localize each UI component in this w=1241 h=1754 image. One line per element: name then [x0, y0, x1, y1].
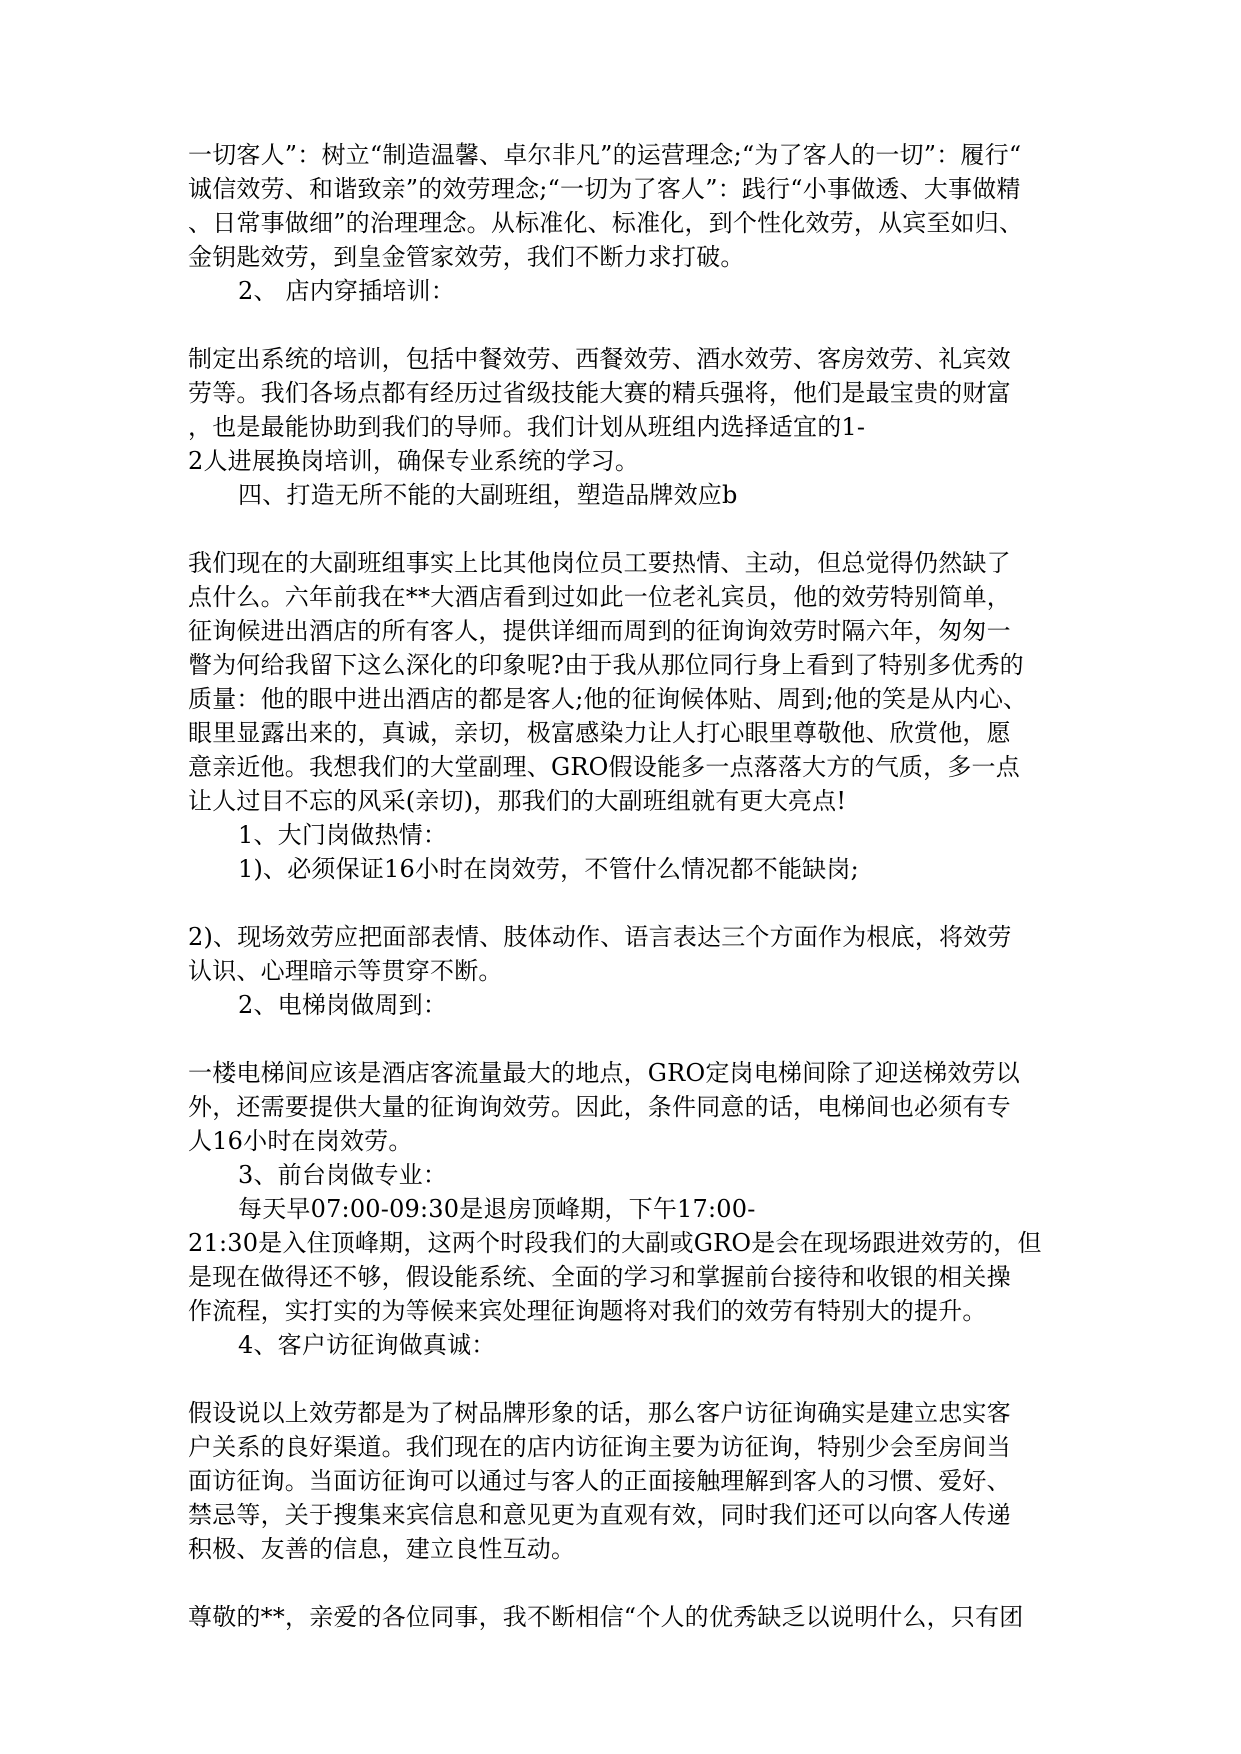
paragraph-line: 人16小时在岗效劳。: [188, 1127, 413, 1155]
paragraph-line: 户关系的良好渠道。我们现在的店内访征询主要为访征询，特别少会至房间当: [188, 1433, 1011, 1461]
paragraph-line: 眼里显露出来的，真诚，亲切，极富感染力让人打心眼里尊敬他、欣赏他，愿: [188, 719, 1011, 747]
paragraph-line: 积极、友善的信息，建立良性互动。: [188, 1535, 576, 1563]
paragraph-line: 一切客人”：树立“制造温馨、卓尔非凡”的运营理念;“为了客人的一切”：履行“: [188, 141, 1022, 169]
paragraph-line: 我们现在的大副班组事实上比其他岗位员工要热情、主动，但总觉得仍然缺了: [188, 549, 1011, 577]
paragraph-line: 外，还需要提供大量的征询询效劳。因此，条件同意的话，电梯间也必须有专: [188, 1093, 1011, 1121]
paragraph-line: 是现在做得还不够，假设能系统、全面的学习和掌握前台接待和收银的相关操: [188, 1263, 1011, 1291]
paragraph-line: 一楼电梯间应该是酒店客流量最大的地点，GRO定岗电梯间除了迎送梯效劳以: [188, 1059, 1020, 1087]
paragraph-line: 禁忌等，关于搜集来宾信息和意见更为直观有效，同时我们还可以向客人传递: [188, 1501, 1011, 1529]
section-heading: 1、大门岗做热情：: [238, 821, 448, 849]
paragraph-line: 作流程，实打实的为等候来宾处理征询题将对我们的效劳有特别大的提升。: [188, 1297, 987, 1325]
paragraph-line: 、日常事做细”的治理理念。从标准化、标准化，到个性化效劳，从宾至如归、: [188, 209, 1024, 237]
paragraph-line: 2人进展换岗培训，确保专业系统的学习。: [188, 447, 640, 475]
paragraph-line: 21:30是入住顶峰期，这两个时段我们的大副或GRO是会在现场跟进效劳的，但: [188, 1229, 1042, 1257]
section-heading: 3、前台岗做专业：: [238, 1161, 448, 1189]
paragraph-line: 让人过目不忘的风采(亲切)，那我们的大副班组就有更大亮点!: [188, 787, 847, 815]
paragraph-line: 质量：他的眼中进出酒店的都是客人;他的征询候体贴、周到;他的笑是从内心、: [188, 685, 1028, 713]
paragraph-line: 瞥为何给我留下这么深化的印象呢?由于我从那位同行身上看到了特别多优秀的: [188, 651, 1024, 679]
paragraph-line: 2)、现场效劳应把面部表情、肢体动作、语言表达三个方面作为根底，将效劳: [188, 923, 1012, 951]
section-heading: 2、 店内穿插培训：: [238, 277, 455, 305]
paragraph-line: 金钥匙效劳，到皇金管家效劳，我们不断力求打破。: [188, 243, 745, 271]
paragraph-line: 面访征询。当面访征询可以通过与客人的正面接触理解到客人的习惯、爱好、: [188, 1467, 1011, 1495]
paragraph-line: 认识、心理暗示等贯穿不断。: [188, 957, 503, 985]
section-heading: 四、打造无所不能的大副班组，塑造品牌效应b: [238, 481, 738, 509]
paragraph-line: 每天早07:00-09:30是退房顶峰期，下午17:00-: [238, 1195, 756, 1223]
paragraph-line: 假设说以上效劳都是为了树品牌形象的话，那么客户访征询确实是建立忠实客: [188, 1399, 1011, 1427]
paragraph-line: 征询候进出酒店的所有客人，提供详细而周到的征询询效劳时隔六年，匆匆一: [188, 617, 1011, 645]
paragraph-line: 制定出系统的培训，包括中餐效劳、西餐效劳、酒水效劳、客房效劳、礼宾效: [188, 345, 1011, 373]
section-heading: 2、电梯岗做周到：: [238, 991, 448, 1019]
paragraph-line: 诚信效劳、和谐致亲”的效劳理念;“一切为了客人”：践行“小事做透、大事做精: [188, 175, 1021, 203]
section-heading: 4、客户访征询做真诚：: [238, 1331, 496, 1359]
paragraph-line: 劳等。我们各场点都有经历过省级技能大赛的精兵强将，他们是最宝贵的财富: [188, 379, 1011, 407]
paragraph-line: 尊敬的**，亲爱的各位同事，我不断相信“个人的优秀缺乏以说明什么，只有团: [188, 1603, 1024, 1631]
paragraph-line: ，也是最能协助到我们的导师。我们计划从班组内选择适宜的1-: [188, 413, 866, 441]
paragraph-line: 意亲近他。我想我们的大堂副理、GRO假设能多一点落落大方的气质，多一点: [188, 753, 1020, 781]
list-item: 1)、必须保证16小时在岗效劳，不管什么情况都不能缺岗;: [238, 855, 859, 883]
paragraph-line: 点什么。六年前我在**大酒店看到过如此一位老礼宾员，他的效劳特别简单，: [188, 583, 1011, 611]
